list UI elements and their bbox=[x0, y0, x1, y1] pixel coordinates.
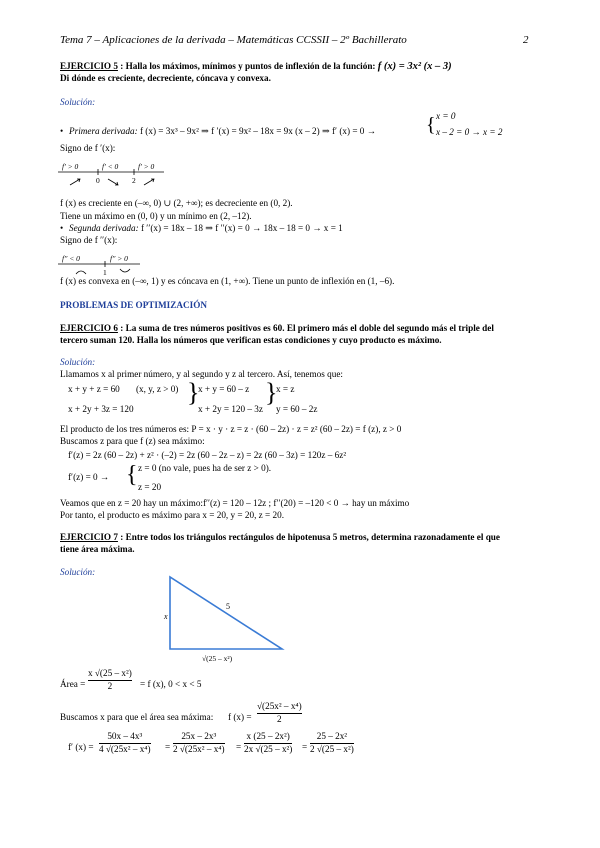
ej5-creciente: f (x) es creciente en (–∞, 0) ∪ (2, +∞); es decreciente en (0, 2). bbox=[60, 198, 293, 208]
ej5-sys-1: x = 0 bbox=[436, 111, 456, 121]
ej7-statement-1: EJERCICIO 7 : Entre todos los triángulos rectángulos de hipotenusa 5 metros, determina razonadamente el que bbox=[60, 532, 500, 542]
ej7-eq-1: = bbox=[165, 742, 171, 752]
triangle-side-x: x bbox=[164, 612, 168, 621]
ej5-convexa: f (x) es convexa en (–∞, 1) y es cóncava en (1, +∞). Tiene un punto de inflexión en (1, –6). bbox=[60, 276, 395, 286]
ej7-area-label: Área = bbox=[60, 679, 86, 689]
ej5-maximo: Tiene un máximo en (0, 0) y un mínimo en (2, –12). bbox=[60, 211, 252, 221]
sign1-seg3: f′ > 0 bbox=[138, 162, 155, 171]
ej6-producto: El producto de los tres números es: P = x · y · z = z · (60 – 2z) · z = z² (60 – 2z) = f (z), z > 0 bbox=[60, 424, 402, 434]
triangle-shape bbox=[170, 577, 282, 649]
page-header-title: Tema 7 – Aplicaciones de la derivada – Matemáticas CCSSII – 2º Bachillerato bbox=[60, 34, 407, 46]
ej7-eq-2: = bbox=[236, 742, 242, 752]
ej5-bullet-2: • bbox=[60, 223, 64, 233]
ej6-sys-z-1: z = 0 (no vale, pues ha de ser z > 0). bbox=[138, 463, 272, 473]
ej6-statement-2: tercero suman 120. Halla los números que verifican estas condiciones y cuyo producto es máximo. bbox=[60, 335, 442, 345]
ej5-label: EJERCICIO 5 bbox=[60, 61, 118, 71]
ej5-sign-chart-2 bbox=[58, 250, 148, 278]
ej5-signo-1: Signo de f ′(x): bbox=[60, 143, 116, 153]
ej6-sys-brace: { bbox=[126, 462, 138, 488]
ej6-statement-1: EJERCICIO 6 : La suma de tres números positivos es 60. El primero más el doble del segundo más el triple del bbox=[60, 323, 494, 333]
ej7-fx-label: f (x) = bbox=[228, 712, 252, 722]
ej6-veamos: Veamos que en z = 20 hay un máximo:f′′(z) = 120 – 12z ; f′′(20) = –120 < 0 → hay un máximo bbox=[60, 498, 410, 508]
increasing-arrow-icon bbox=[144, 179, 154, 185]
triangle-base: √(25 – x²) bbox=[202, 654, 233, 663]
ej5-statement: EJERCICIO 5 : Halla los máximos, mínimos y puntos de inflexión de la función: f (x) = 3x² (x – 3) bbox=[60, 61, 452, 72]
ej7-fx-fraction: √(25x² – x⁴) 2 bbox=[257, 701, 302, 724]
ej6-eq-3: x + y = 60 – z bbox=[198, 384, 250, 394]
ej5-solucion: Solución: bbox=[60, 97, 96, 107]
ej7-statement-2: tiene área máxima. bbox=[60, 544, 135, 554]
ej7-fprime-label: f′ (x) = bbox=[68, 742, 94, 752]
ej6-eq-1: x + y + z = 60 bbox=[68, 384, 120, 394]
ej5-system-brace: { bbox=[426, 114, 436, 136]
ej7-fprime-frac-1: 50x – 4x³ 4 √(25x² – x⁴) bbox=[99, 731, 151, 754]
concave-down-icon bbox=[76, 271, 86, 274]
ej6-eq-6: y = 60 – 2z bbox=[276, 404, 318, 414]
sign1-tick-label-0: 0 bbox=[96, 176, 100, 185]
ej7-eq-3: = bbox=[302, 742, 308, 752]
ej6-eq-2: x + 2y + 3z = 120 bbox=[68, 404, 134, 414]
sign2-seg1: f′′ < 0 bbox=[62, 254, 80, 263]
page-number: 2 bbox=[523, 34, 529, 46]
ej6-brace-1: } bbox=[187, 378, 200, 407]
right-triangle-figure bbox=[155, 570, 305, 665]
sign2-seg2: f′′ > 0 bbox=[110, 254, 128, 263]
ej5-signo-2: Signo de f ′′(x): bbox=[60, 235, 118, 245]
ej7-solucion: Solución: bbox=[60, 567, 96, 577]
ej6-fz-cero: f′(z) = 0 → bbox=[68, 472, 110, 482]
ej7-buscamos: Buscamos x para que el área sea máxima: bbox=[60, 712, 214, 722]
ej6-portanto: Por tanto, el producto es máximo para x = 20, y = 20, z = 20. bbox=[60, 510, 285, 520]
ej6-eq-4: x + 2y = 120 – 3z bbox=[198, 404, 263, 414]
ej7-fprime-frac-4: 25 – 2x² 2 √(25 – x²) bbox=[310, 731, 354, 754]
ej6-derivada: f′(z) = 2z (60 – 2z) + z² · (–2) = 2z (60 – 2z – z) = 2z (60 – 3z) = 120z – 6z² bbox=[68, 450, 347, 460]
sign2-tick-label-1: 1 bbox=[103, 268, 107, 277]
section-title-optimizacion: PROBLEMAS DE OPTIMIZACIÓN bbox=[60, 300, 208, 310]
ej5-primera-derivada: Primera derivada: f (x) = 3x³ – 9x² ⇒ f ′(x) = 9x² – 18x = 9x (x – 2) ⇒ f′ (x) = 0 → bbox=[69, 126, 376, 136]
ej7-fprime-frac-3: x (25 – 2x²) 2x √(25 – x²) bbox=[244, 731, 293, 754]
ej6-sys-z-2: z = 20 bbox=[138, 482, 162, 492]
sign1-seg2: f′ < 0 bbox=[102, 162, 119, 171]
ej5-function: f (x) = 3x² (x – 3) bbox=[377, 61, 452, 72]
sign1-tick-label-2: 2 bbox=[132, 176, 136, 185]
ej6-eq-5: x = z bbox=[276, 384, 295, 394]
ej7-area-fraction: x √(25 – x²) 2 bbox=[88, 668, 132, 691]
triangle-hypotenuse: 5 bbox=[226, 602, 230, 611]
ej7-label: EJERCICIO 7 bbox=[60, 532, 118, 542]
ej6-llamamos: Llamamos x al primer número, y al segundo y z al tercero. Así, tenemos que: bbox=[60, 369, 343, 379]
ej6-brace-2: } bbox=[265, 378, 278, 407]
ej6-label: EJERCICIO 6 bbox=[60, 323, 118, 333]
increasing-arrow-icon bbox=[70, 179, 80, 185]
ej5-bullet-1: • bbox=[60, 126, 64, 136]
ej5-sign-chart-1 bbox=[58, 160, 168, 190]
ej7-fprime-frac-2: 25x – 2x³ 2 √(25x² – x⁴) bbox=[173, 731, 225, 754]
ej6-buscamos: Buscamos z para que f (z) sea máximo: bbox=[60, 436, 205, 446]
decreasing-arrow-icon bbox=[108, 179, 118, 185]
concave-up-icon bbox=[120, 269, 130, 272]
ej7-area-rest: = f (x), 0 < x < 5 bbox=[140, 679, 202, 689]
ej6-solucion: Solución: bbox=[60, 357, 96, 367]
sign1-seg1: f′ > 0 bbox=[62, 162, 79, 171]
ej5-segunda-derivada: Segunda derivada: f ′′(x) = 18x – 18 ⇒ f ′′(x) = 0 → 18x – 18 = 0 → x = 1 bbox=[69, 223, 343, 233]
ej5-statement-2: Di dónde es creciente, decreciente, cóncava y convexa. bbox=[60, 73, 271, 83]
ej5-sys-2: x – 2 = 0 → x = 2 bbox=[436, 127, 503, 137]
ej6-eq-1-cond: (x, y, z > 0) bbox=[136, 384, 179, 394]
